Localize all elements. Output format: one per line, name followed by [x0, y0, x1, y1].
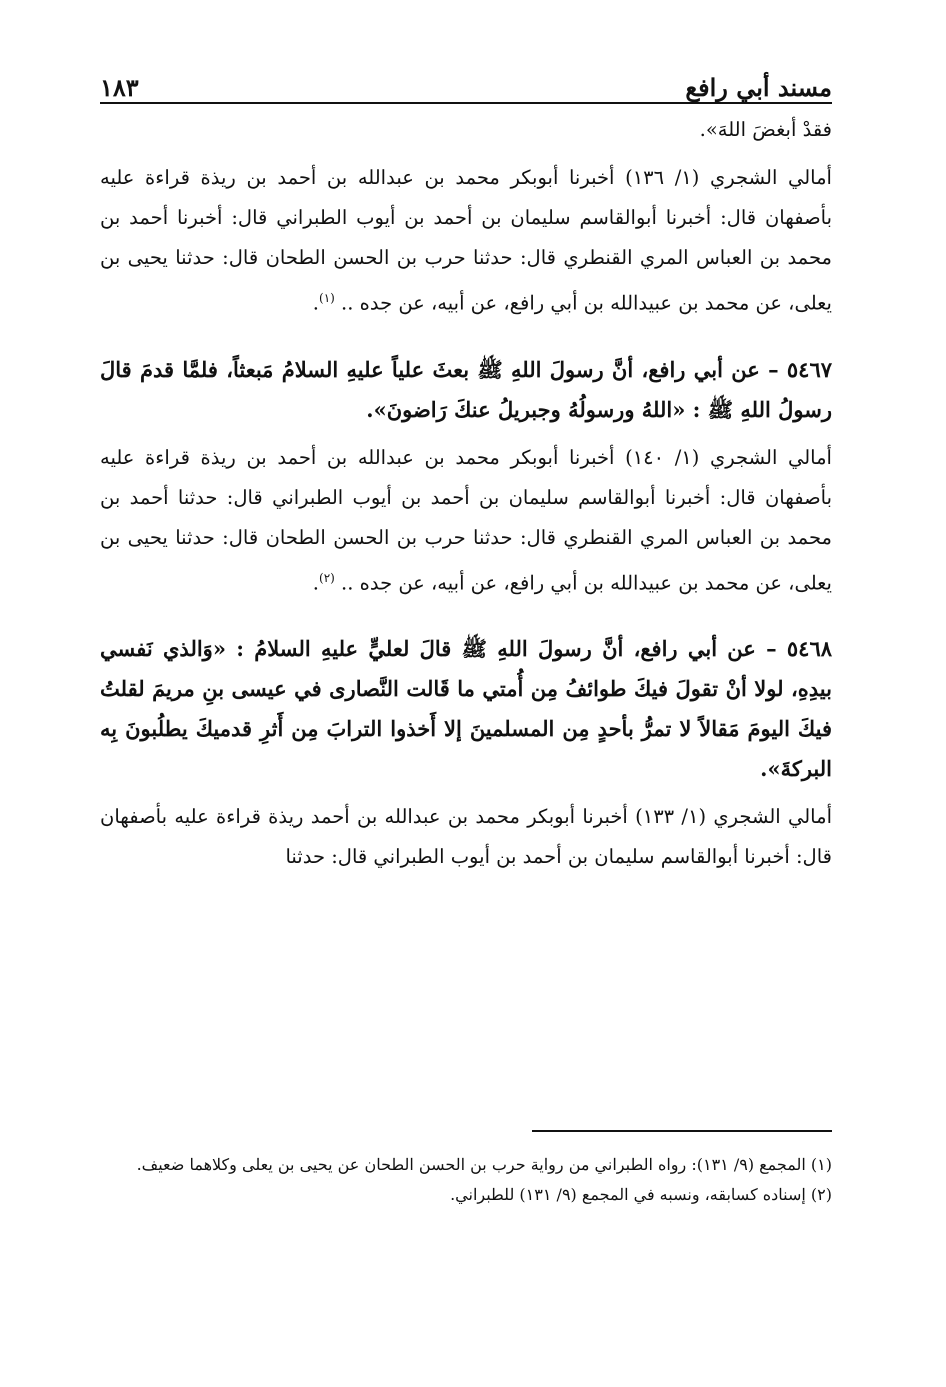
source-text: أمالي الشجري (١/ ١٣٦) أخبرنا أبوبكر محمد بن عبدالله بن أحمد بن ريذة قراءة عليه بأصفهان قال: أخبرنا أبوالقاسم سليمان بن أحمد بن أيوب الطبراني قال: أخبرنا أحمد بن محمد بن العباس المري القنطري قال: حدثنا حرب بن الحسن الطحان قال: حدثنا يحيى بن يعلى، عن محمد بن عبيدالله بن أبي رافع، عن أبيه، عن جده ..	[100, 166, 832, 315]
hadith-5468	[100, 629, 832, 789]
source-text: أمالي الشجري (١/ ١٤٠) أخبرنا أبوبكر محمد بن عبدالله بن أحمد بن ريذة قراءة عليه بأصفهان قال: أخبرنا أبوالقاسم سليمان بن أحمد بن أيوب الطبراني قال: حدثنا أحمد بن محمد بن العباس المري القنطري قال: حدثنا حرب بن الحسن الطحان قال: حدثنا يحيى بن يعلى، عن محمد بن عبيدالله بن أبي رافع، عن أبيه، عن جده ..	[100, 445, 832, 594]
hadith-5467	[100, 350, 832, 430]
source-paragraph-1: أمالي الشجري (١/ ١٣٦) أخبرنا أبوبكر محمد بن عبدالله بن أحمد بن ريذة قراءة عليه بأصفهان قال: أخبرنا أبوالقاسم سليمان بن أحمد بن أيوب الطبراني قال: أخبرنا أحمد بن محمد بن العباس المري القنطري قال: حدثنا حرب بن الحسن الطحان قال: حدثنا يحيى بن يعلى، عن محمد بن عبيدالله بن أبي رافع، عن أبيه، عن جده .. $^{(١)}$.	[100, 166, 832, 315]
footnote-divider	[532, 1130, 832, 1132]
footnotes	[100, 1150, 832, 1210]
page-number: ١٨٣	[100, 73, 139, 102]
book-page	[100, 58, 833, 1204]
hadith-number: ٥٤٦٧	[786, 356, 833, 382]
footnote-ref: (١)	[319, 291, 335, 305]
hadith-number: ٥٤٦٨	[786, 636, 833, 661]
footnote-2: (٢) إسناده كسابقه، ونسبه في المجمع (٩/ ١٣١) للطبراني.	[450, 1185, 832, 1204]
page-header	[100, 58, 832, 104]
continuation-text: فقدْ أبغضَ اللهَ».	[699, 118, 832, 141]
source-paragraph-2: أمالي الشجري (١/ ١٤٠) أخبرنا أبوبكر محمد بن عبدالله بن أحمد بن ريذة قراءة عليه بأصفهان قال: أخبرنا أبوالقاسم سليمان بن أحمد بن أيوب الطبراني قال: حدثنا أحمد بن محمد بن العباس المري القنطري قال: حدثنا حرب بن الحسن الطحان قال: حدثنا يحيى بن يعلى، عن محمد بن عبيدالله بن أبي رافع، عن أبيه، عن جده .. $^{(٢)}$.	[100, 445, 832, 594]
running-title: مسند أبي رافع	[685, 73, 832, 102]
source-paragraph-3: أمالي الشجري (١/ ١٣٣) أخبرنا أبوبكر محمد بن عبدالله بن أحمد ريذة قراءة عليه بأصفهان قال: أخبرنا أبوالقاسم سليمان بن أحمد بن أيوب الطبراني قال: حدثنا	[100, 805, 832, 868]
footnote-1: (١) المجمع (٩/ ١٣١): رواه الطبراني من رواية حرب بن الحسن الطحان عن يحيى بن يعلى وكلاهما ضعيف.	[136, 1155, 832, 1174]
hadith-text: – عن أبي رافع، أنَّ رسولَ اللهِ ﷺ قالَ لعليٍّ عليهِ السلامُ : «وَالذي نَفسي بيدِهِ، لولا أنْ تقولَ فيكَ طوائفُ مِن أُمتي ما قَالت النَّصارى في عيسى بنِ مريمَ لقلتُ فيكَ اليومَ مَقالاً لا تمرُّ بأحدٍ مِن المسلمينَ إلا أَخذوا الترابَ مِن أَثرِ قدميكَ يطلُبونَ بِه البركةَ».	[100, 636, 832, 781]
footnote-ref: (٢)	[319, 570, 335, 585]
hadith-text: – عن أبي رافع، أنَّ رسولَ اللهِ ﷺ بعثَ علياً عليهِ السلامُ مَبعثاً، فلمَّا قدمَ قالَ رسولُ اللهِ ﷺ : «اللهُ ورسولُهُ وجبريلُ عنكَ رَاضونَ».	[100, 356, 832, 422]
